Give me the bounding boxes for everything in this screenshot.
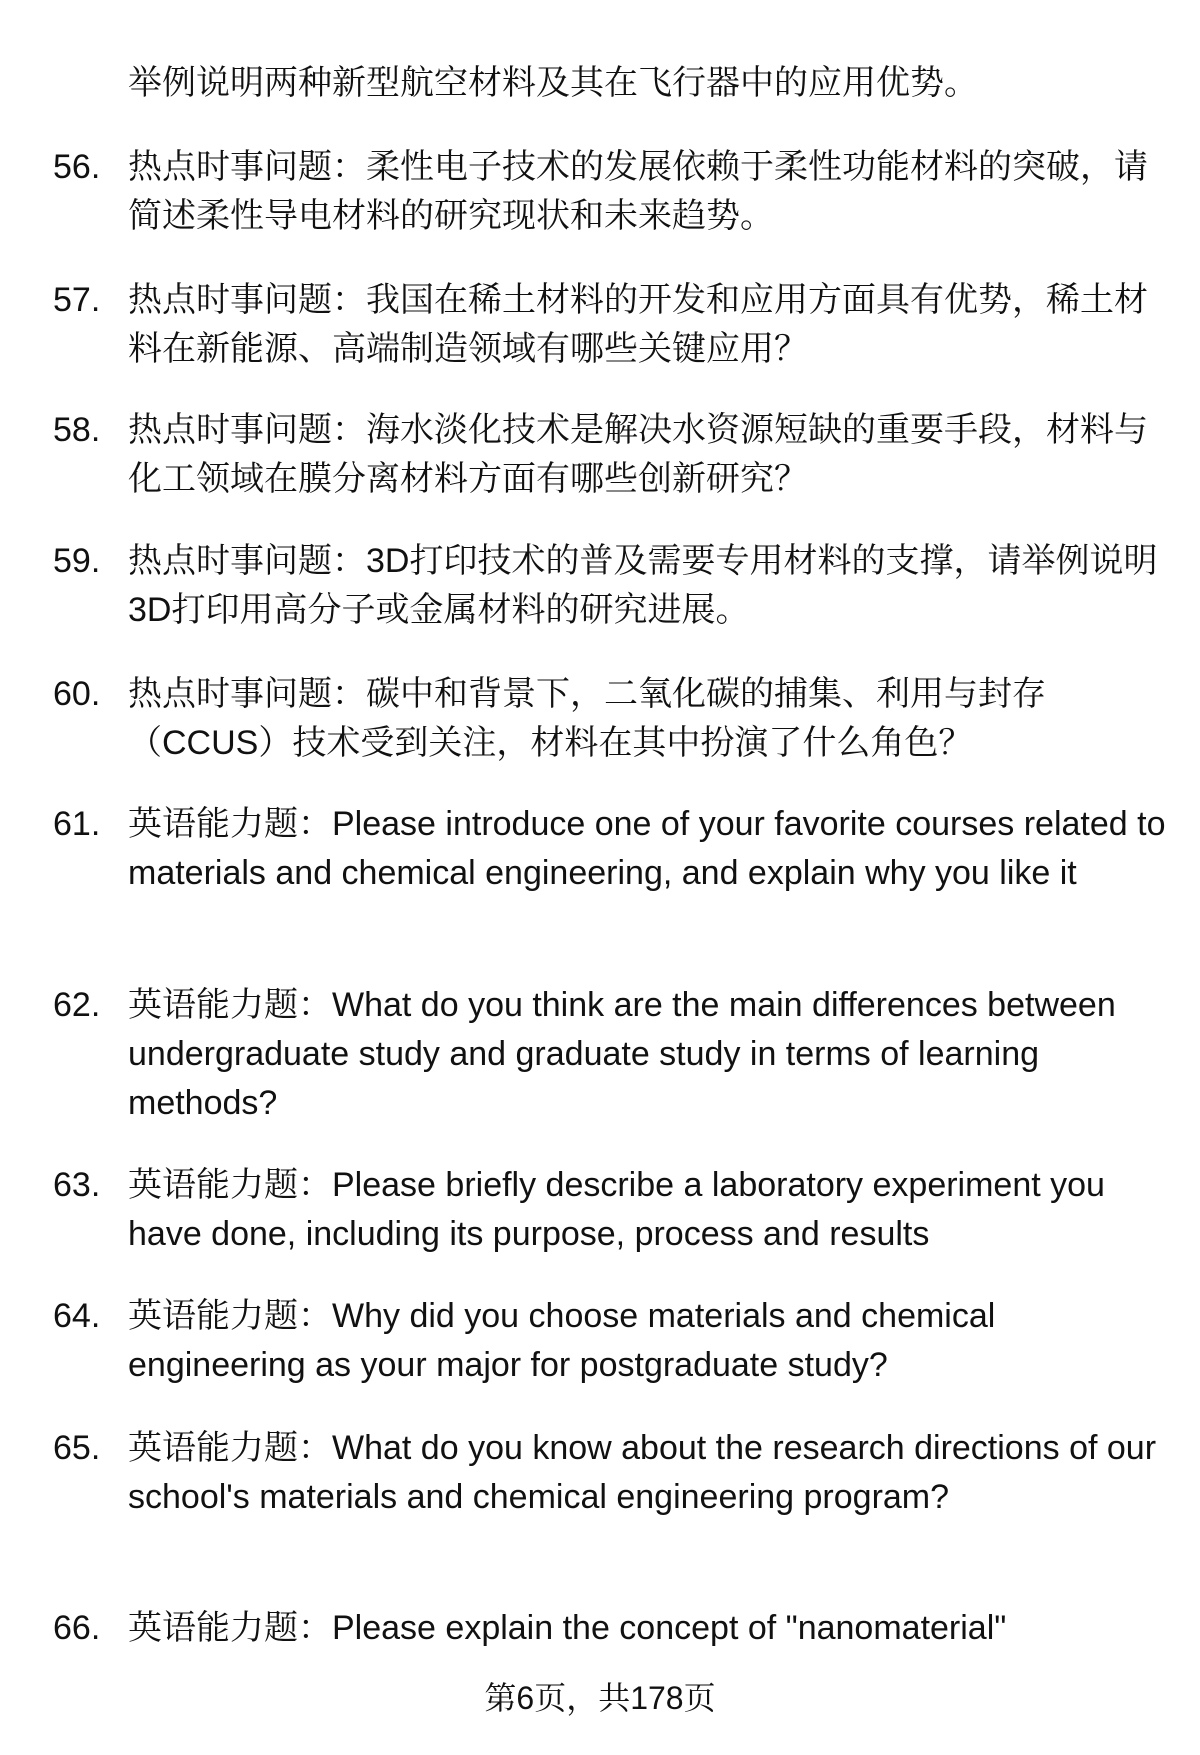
question-number: 61. (53, 805, 101, 843)
question-text: 热点时事问题：柔性电子技术的发展依赖于柔性功能材料的突破，请简述柔性导电材料的研究现状和未来趋势。 (128, 148, 1148, 235)
question-text: 热点时事问题：碳中和背景下，二氧化碳的捕集、利用与封存（CCUS）技术受到关注，材料在其中扮演了什么角色？ (128, 675, 1046, 762)
question-text: 热点时事问题：我国在稀土材料的开发和应用方面具有优势，稀土材料在新能源、高端制造领域有哪些关键应用？ (128, 281, 1148, 368)
question-number: 63. (53, 1166, 101, 1204)
page-number-footer: 第6页，共178页 (484, 1680, 716, 1716)
question-text: 英语能力题：Please briefly describe a laboratory experiment you have done, including its purpose, process and results (128, 1166, 1105, 1253)
question-text: 热点时事问题：海水淡化技术是解决水资源短缺的重要手段，材料与化工领域在膜分离材料方面有哪些创新研究？ (128, 411, 1148, 498)
question-text: 英语能力题：Please explain the concept of "nanomaterial" (128, 1609, 1007, 1647)
question-number: 57. (53, 281, 101, 319)
question-number: 59. (53, 542, 101, 580)
question-text: 英语能力题：Please introduce one of your favorite courses related to materials and chemical engineering, and explain why you like it (128, 805, 1166, 892)
question-number: 64. (53, 1297, 101, 1335)
question-text: 英语能力题：What do you know about the research directions of our school's materials and chemical engineering program? (128, 1429, 1157, 1516)
question-number: 65. (53, 1429, 101, 1467)
question-text: 英语能力题：What do you think are the main differences between undergraduate study and graduate study in terms of learning methods? (128, 986, 1116, 1122)
question-number: 62. (53, 986, 101, 1024)
question-number: 58. (53, 411, 101, 449)
continued-question-text: 举例说明两种新型航空材料及其在飞行器中的应用优势。 (128, 64, 978, 102)
question-number: 66. (53, 1609, 101, 1647)
question-number: 56. (53, 148, 101, 186)
question-text: 英语能力题：Why did you choose materials and chemical engineering as your major for postgraduate study? (128, 1297, 996, 1384)
question-number: 60. (53, 675, 101, 713)
question-text: 热点时事问题：3D打印技术的普及需要专用材料的支撑，请举例说明3D打印用高分子或金属材料的研究进展。 (128, 542, 1158, 629)
